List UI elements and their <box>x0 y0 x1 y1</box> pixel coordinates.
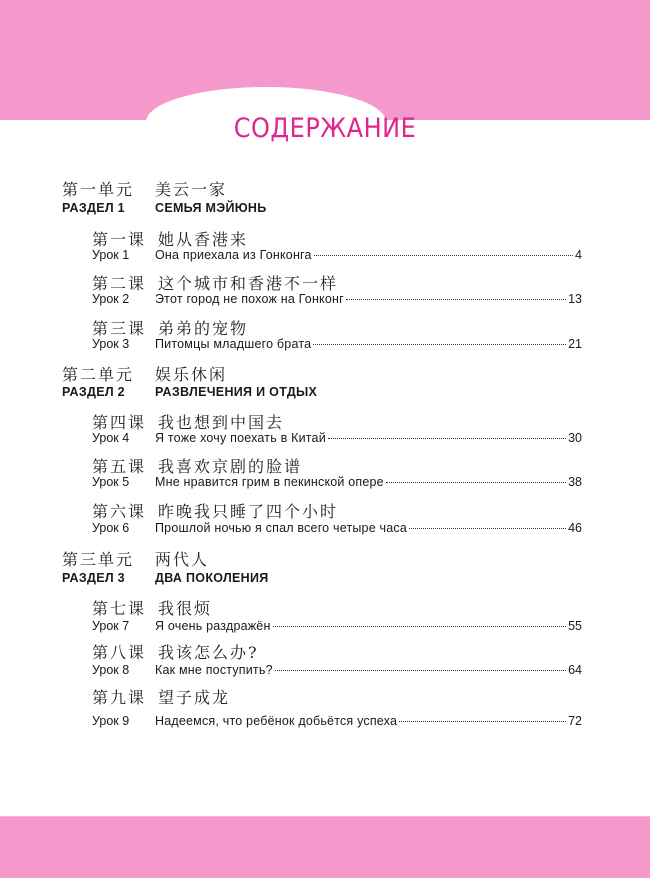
lesson-title-ru: Я тоже хочу поехать в Китай <box>155 431 326 445</box>
lesson-title-cn: 弟弟的宠物 <box>158 319 249 338</box>
unit-label-ru: РАЗДЕЛ 1 <box>62 201 125 215</box>
lesson-label-cn: 第二课 <box>92 274 147 293</box>
page-number: 64 <box>568 663 582 677</box>
page-number: 21 <box>568 337 582 351</box>
page-number: 55 <box>568 619 582 633</box>
lesson-label-ru: Урок 7 <box>92 619 130 633</box>
lesson-label-ru: Урок 9 <box>92 714 130 728</box>
unit-label-cn: 第二单元 <box>62 365 135 384</box>
lesson-label-cn: 第八课 <box>92 643 147 662</box>
lesson-title-ru: Этот город не похож на Гонконг <box>155 292 344 306</box>
unit-label-cn: 第一单元 <box>62 180 135 199</box>
dot-leader <box>328 437 566 439</box>
page-number: 13 <box>568 292 582 306</box>
lesson-heading-cn <box>92 596 213 619</box>
unit-title-cn: 娱乐休闲 <box>155 365 228 384</box>
unit-title-cn: 两代人 <box>155 550 210 569</box>
unit-label-cn: 第三单元 <box>62 550 135 569</box>
unit-heading-cn <box>62 362 228 385</box>
toc-entry[interactable] <box>92 714 582 728</box>
lesson-title-cn: 我该怎么办? <box>158 643 259 662</box>
dot-leader <box>409 527 566 529</box>
lesson-title-ru: Питомцы младшего брата <box>155 337 312 351</box>
lesson-label-ru: Урок 2 <box>92 292 130 306</box>
dot-leader <box>399 720 566 722</box>
toc-entry[interactable] <box>92 248 582 262</box>
dot-leader <box>346 298 566 300</box>
lesson-title-cn: 我也想到中国去 <box>158 413 285 432</box>
lesson-title-cn: 我喜欢京剧的脸谱 <box>158 457 303 476</box>
lesson-title-ru: Мне нравится грим в пекинской опере <box>155 475 384 489</box>
lesson-heading-cn <box>92 685 231 708</box>
lesson-title-cn: 我很烦 <box>158 599 213 618</box>
lesson-title-ru: Прошлой ночью я спал всего четыре часа <box>155 521 408 535</box>
page-number: 4 <box>575 248 582 262</box>
unit-title-ru: СЕМЬЯ МЭЙЮНЬ <box>155 201 267 215</box>
lesson-label-ru: Урок 6 <box>92 521 130 535</box>
page-title: СОДЕРЖАНИЕ <box>233 112 417 144</box>
lesson-title-ru: Я очень раздражён <box>155 619 271 633</box>
page-number: 46 <box>568 521 582 535</box>
toc-entry[interactable] <box>92 663 582 677</box>
dot-leader <box>275 669 566 671</box>
lesson-title-cn: 这个城市和香港不一样 <box>158 274 339 293</box>
dot-leader <box>314 254 573 256</box>
footer-band <box>0 816 650 878</box>
unit-heading-ru <box>62 571 269 585</box>
lesson-heading-cn <box>92 227 249 250</box>
lesson-label-cn: 第一课 <box>92 230 147 249</box>
page-number: 72 <box>568 714 582 728</box>
lesson-title-ru: Надеемся, что ребёнок добьётся успеха <box>155 714 398 728</box>
lesson-label-cn: 第九课 <box>92 688 147 707</box>
lesson-label-cn: 第七课 <box>92 599 147 618</box>
lesson-heading-cn <box>92 499 339 522</box>
lesson-label-cn: 第三课 <box>92 319 147 338</box>
toc-entry[interactable] <box>92 475 582 489</box>
toc-entry[interactable] <box>92 292 582 306</box>
page-number: 30 <box>568 431 582 445</box>
toc-entry[interactable] <box>92 521 582 535</box>
lesson-label-cn: 第五课 <box>92 457 147 476</box>
lesson-heading-cn <box>92 454 303 477</box>
lesson-label-ru: Урок 3 <box>92 337 130 351</box>
toc-entry[interactable] <box>92 431 582 445</box>
unit-title-cn: 美云一家 <box>155 180 228 199</box>
unit-title-ru: ДВА ПОКОЛЕНИЯ <box>155 571 269 585</box>
lesson-label-ru: Урок 5 <box>92 475 130 489</box>
lesson-title-cn: 望子成龙 <box>158 688 231 707</box>
dot-leader <box>386 481 566 483</box>
lesson-heading-cn <box>92 410 285 433</box>
lesson-label-ru: Урок 4 <box>92 431 130 445</box>
unit-heading-ru <box>62 201 267 215</box>
lesson-heading-cn <box>92 316 249 339</box>
lesson-title-cn: 昨晚我只睡了四个小时 <box>158 502 339 521</box>
lesson-title-ru: Как мне поступить? <box>155 663 273 677</box>
lesson-label-ru: Урок 1 <box>92 248 130 262</box>
lesson-title-ru: Она приехала из Гонконга <box>155 248 312 262</box>
lesson-label-cn: 第六课 <box>92 502 147 521</box>
unit-label-ru: РАЗДЕЛ 2 <box>62 385 125 399</box>
lesson-heading-cn <box>92 640 259 663</box>
unit-heading-cn <box>62 547 210 570</box>
toc-entry[interactable] <box>92 337 582 351</box>
page-number: 38 <box>568 475 582 489</box>
unit-label-ru: РАЗДЕЛ 3 <box>62 571 125 585</box>
lesson-label-ru: Урок 8 <box>92 663 130 677</box>
unit-heading-ru <box>62 385 318 399</box>
lesson-title-cn: 她从香港来 <box>158 230 249 249</box>
unit-heading-cn <box>62 177 228 200</box>
dot-leader <box>273 625 567 627</box>
lesson-heading-cn <box>92 271 339 294</box>
toc-entry[interactable] <box>92 619 582 633</box>
dot-leader <box>313 343 566 345</box>
lesson-label-cn: 第四课 <box>92 413 147 432</box>
unit-title-ru: РАЗВЛЕЧЕНИЯ И ОТДЫХ <box>155 385 318 399</box>
